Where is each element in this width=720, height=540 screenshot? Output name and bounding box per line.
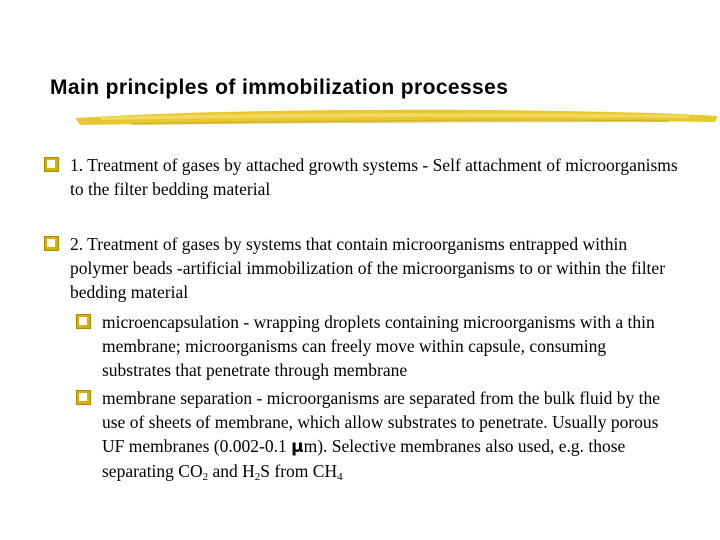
micro-symbol: μ (291, 437, 304, 457)
sub-bullet-text-1: microencapsulation - wrapping droplets containing microorganisms with a thin membrane; microorganisms can freely move within capsule, consuming substrates that penetrate through membrane (102, 312, 655, 380)
sub-bullet-item-2 (76, 386, 676, 483)
bullet-text-1: 1. Treatment of gases by attached growth systems - Self attachment of microorganisms to the filter bedding material (70, 155, 678, 199)
checkbox-bullet-icon (44, 236, 59, 251)
slide-title: Main principles of immobilization processes (50, 76, 509, 99)
sub-bullet-item-1 (76, 310, 676, 382)
sub-bullet-text-2: membrane separation - microorganisms are separated from the bulk fluid by the use of sheets of membrane, which allow substrates to penetrate. Usually porous UF membranes (0.002-0.1 μm). Selective membranes also used, e.g. those separating $CO_2$ and $H_2S$ from $CH_4$ (102, 388, 661, 483)
checkbox-bullet-icon (44, 157, 59, 172)
bullet-item-1 (44, 153, 684, 201)
checkbox-bullet-icon (76, 390, 91, 405)
checkbox-bullet-icon (76, 314, 91, 329)
title-underline-brush (70, 104, 720, 130)
bullet-text-2: 2. Treatment of gases by systems that contain microorganisms entrapped within polymer beads -artificial immobilization of the microorganisms to or within the filter bedding material (70, 234, 666, 302)
bullet-item-2 (44, 232, 684, 304)
